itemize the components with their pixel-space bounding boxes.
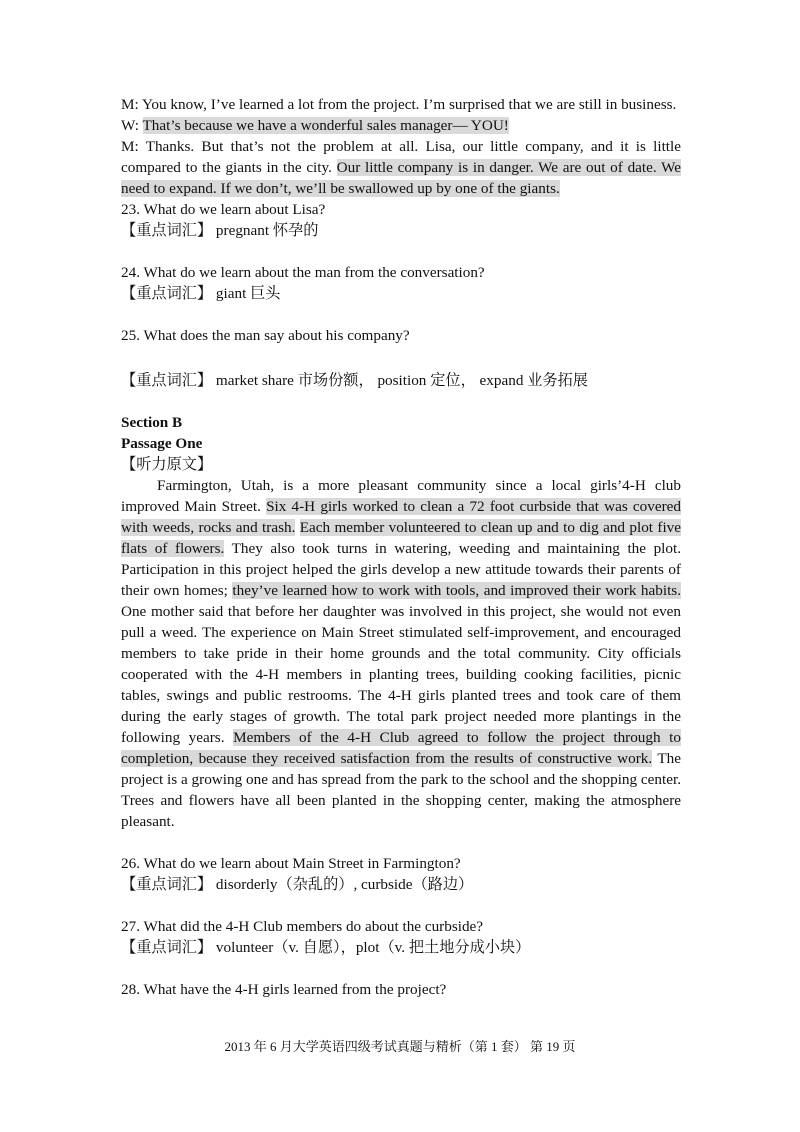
passage-sentence: One mother said that before her daughter was involved in this project, she would not even pull a weed. The experience on Main Street stimulated self-improvement, and encouraged members to take pride in their home grounds and the total community. City officials cooperated with the 4-H members in planting trees, building cooking facilities, picnic tables, swings and public restrooms. The 4-H girls planted trees and took care of them during the early stages of growth. The total park project needed more plantings in the following years. (121, 603, 681, 746)
passage-sentence: They also took turns in watering, weeding and maintaining the plot. Participation in this project helped the girls develop a new attitude towards their parents of their own homes; (121, 540, 681, 599)
vocab-text: market share 市场份额， position 定位， expand 业务拓展 (215, 372, 588, 389)
vocab-26 (121, 874, 681, 895)
highlighted-sentence: Members of the 4-H Club agreed to follow the project through to completion, because they received satisfaction from the results of constructive work. (121, 729, 681, 767)
highlighted-answer: Our little company is in danger. We are out of date. We need to expand. If we don’t, we’ll be swallowed up by one of the giants. (121, 159, 681, 197)
passage-title: Passage One (121, 435, 203, 452)
highlighted-answer: That’s because we have a wonderful sales manager— YOU! (142, 117, 509, 134)
highlighted-sentence: they’ve learned how to work with tools, and improved their work habits. (232, 582, 681, 599)
dialogue-man-2 (121, 136, 681, 199)
original-text-tag: 【听力原文】 (121, 456, 213, 473)
dialogue-woman (121, 115, 681, 136)
vocab-text: volunteer（v. 自愿），plot（v. 把土地分成小块） (215, 939, 531, 956)
vocab-tag: 【重点词汇】 (121, 372, 213, 389)
passage-sentence: Farmington, Utah, is a more pleasant community since a local girls’4-H club improved Main Street. (121, 477, 681, 515)
highlighted-sentence: Six 4-H girls worked to clean a 72 foot curbside that was covered with weeds, rocks and trash. (121, 498, 681, 536)
vocab-tag: 【重点词汇】 (121, 939, 213, 956)
speaker-prefix: W: (121, 117, 143, 134)
vocab-text: disorderly（杂乱的）, curbside（路边） (215, 876, 474, 893)
dialogue-man-1: M: You know, I’ve learned a lot from the project. I’m surprised that we are still in business. (121, 96, 677, 113)
passage-body (121, 475, 681, 832)
question-25: 25. What does the man say about his company? (121, 327, 410, 344)
vocab-tag: 【重点词汇】 (121, 876, 213, 893)
highlighted-sentence: Each member volunteered to clean up and to dig and plot five flats of flowers. (121, 519, 682, 557)
passage-sentence: The project is a growing one and has spread from the park to the school and the shopping center. Trees and flowers have all been planted in the shopping center, making the atmosphere pleasant. (121, 750, 682, 830)
vocab-tag: 【重点词汇】 (121, 222, 213, 239)
vocab-25 (121, 370, 681, 391)
question-23: 23. What do we learn about Lisa? (121, 201, 326, 218)
question-28: 28. What have the 4-H girls learned from the project? (121, 981, 447, 998)
page-footer: 2013 年 6 月大学英语四级考试真题与精析（第 1 套） 第 19 页 (224, 1039, 576, 1054)
document-page (121, 94, 681, 1000)
question-27: 27. What did the 4-H Club members do about the curbside? (121, 918, 484, 935)
vocab-24 (121, 283, 681, 304)
vocab-tag: 【重点词汇】 (121, 285, 213, 302)
vocab-text: pregnant 怀孕的 (215, 222, 319, 239)
question-26: 26. What do we learn about Main Street in Farmington? (121, 855, 461, 872)
vocab-23 (121, 220, 681, 241)
dialogue-text: M: Thanks. But that’s not the problem at all. Lisa, our little company, and it is little compared to the giants in the city. (121, 138, 681, 176)
section-title: Section B (121, 414, 183, 431)
question-24: 24. What do we learn about the man from the conversation? (121, 264, 485, 281)
vocab-text: giant 巨头 (215, 285, 281, 302)
vocab-27 (121, 937, 681, 958)
